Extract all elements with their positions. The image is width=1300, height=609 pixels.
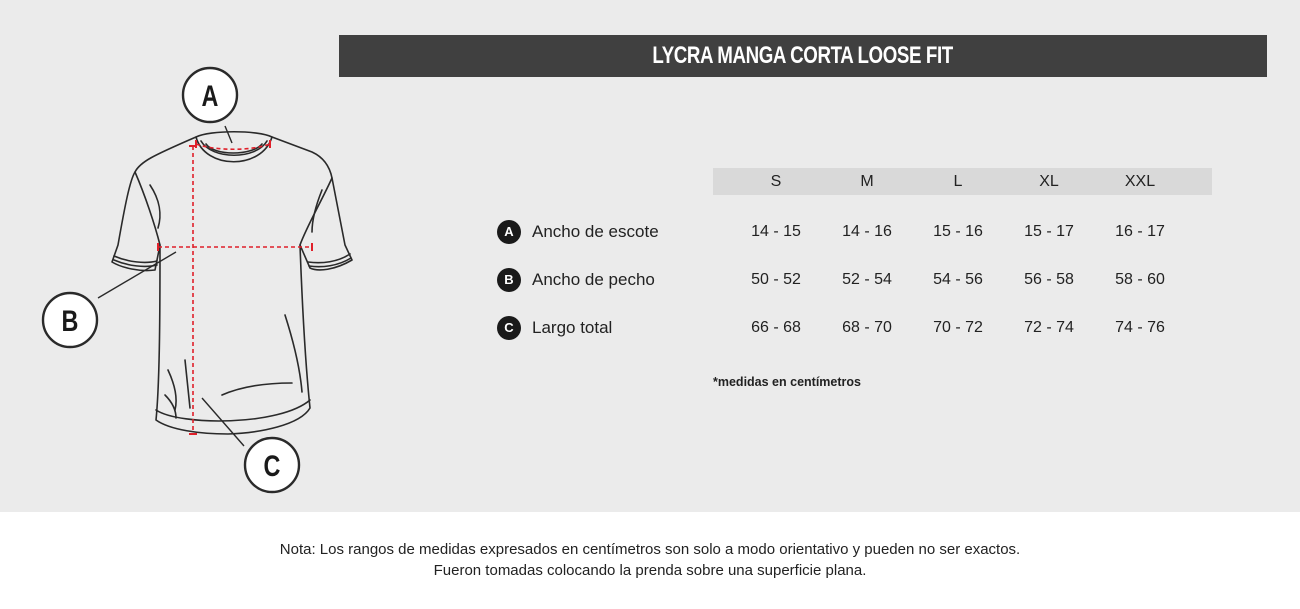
table-cell: 74 - 76 — [1115, 319, 1165, 336]
row-label: Largo total — [532, 318, 613, 337]
marker-a-label: A — [201, 79, 219, 113]
size-header-m: M — [860, 173, 874, 190]
note-line-2: Fueron tomadas colocando la prenda sobre una superficie plana. — [433, 562, 867, 579]
table-cell: 72 - 74 — [1024, 319, 1074, 336]
table-cell: 52 - 54 — [842, 271, 892, 288]
badge-a: A — [497, 220, 521, 244]
shirt-outline — [112, 132, 352, 434]
table-cell: 56 - 58 — [1024, 271, 1074, 288]
row-label: Ancho de escote — [532, 222, 659, 241]
table-cell: 50 - 52 — [751, 271, 801, 288]
table-cell: 14 - 16 — [842, 223, 892, 240]
table-cell: 54 - 56 — [933, 271, 983, 288]
size-header-xxl: XXL — [1124, 173, 1156, 190]
table-cell: 14 - 15 — [751, 223, 801, 240]
table-cell: 58 - 60 — [1115, 271, 1165, 288]
size-header-l: L — [953, 173, 963, 190]
row-label: Ancho de pecho — [532, 270, 655, 289]
table-cell: 15 - 16 — [933, 223, 983, 240]
table-row-total-length — [497, 315, 1217, 341]
badge-b: B — [497, 268, 521, 292]
table-cell: 16 - 17 — [1115, 223, 1165, 240]
table-cell: 15 - 17 — [1024, 223, 1074, 240]
table-cell: 70 - 72 — [933, 319, 983, 336]
title-bar — [339, 35, 1267, 77]
table-cell: 68 - 70 — [842, 319, 892, 336]
note-line-1: Nota: Los rangos de medidas expresados en centímetros son solo a modo orientativo y pueden no ser exactos. — [279, 541, 1021, 558]
size-header-xl: XL — [1039, 173, 1059, 190]
size-header-row — [713, 168, 1212, 195]
table-cell: 66 - 68 — [751, 319, 801, 336]
badge-c: C — [497, 316, 521, 340]
page-title: LYCRA MANGA CORTA LOOSE FIT — [652, 42, 954, 69]
tshirt-diagram — [0, 0, 380, 512]
size-header-s: S — [770, 173, 782, 190]
marker-b-label: B — [61, 304, 79, 338]
units-footnote: *medidas en centímetros — [713, 375, 861, 389]
table-row-neck-width — [497, 219, 1217, 245]
table-row-chest-width — [497, 267, 1217, 293]
marker-c-label: C — [263, 449, 281, 483]
